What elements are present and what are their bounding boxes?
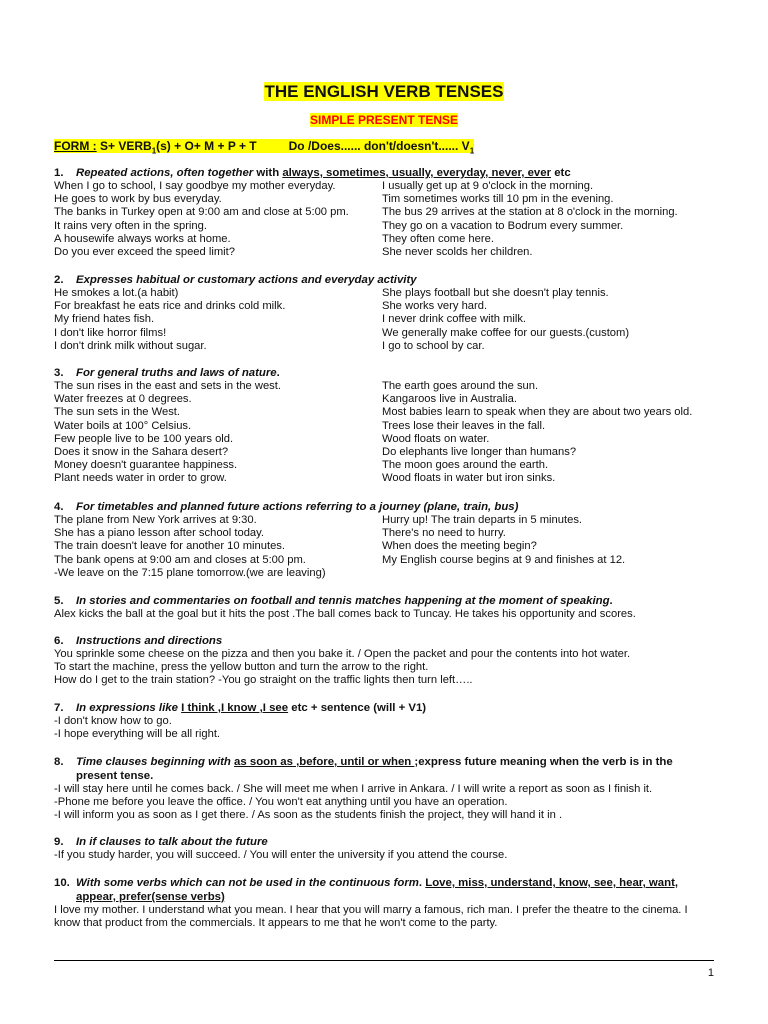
example-left: I don't like horror films! — [54, 326, 167, 339]
section-heading: 2. Expresses habitual or customary actions and everyday activity — [54, 274, 417, 286]
example-left: A housewife always works at home. — [54, 232, 231, 245]
section-6 — [54, 634, 714, 688]
section-heading: 4. For timetables and planned future actions referring to a journey (plane, train, bus) — [54, 501, 519, 513]
example-left: I don't drink milk without sugar. — [54, 339, 207, 352]
example-line: -I don't know how to go. — [54, 715, 172, 727]
example-left: Plant needs water in order to grow. — [54, 472, 227, 485]
example-left: The bank opens at 9:00 am and closes at 5:00 pm. — [54, 553, 306, 566]
section-10 — [54, 876, 714, 930]
example-left: It rains very often in the spring. — [54, 219, 207, 232]
footer-rule — [54, 960, 714, 961]
example-left: Water freezes at 0 degrees. — [54, 393, 192, 406]
example-right: She works very hard. — [382, 300, 488, 313]
example-right: We generally make coffee for our guests.(custom) — [382, 326, 630, 339]
section-7 — [54, 701, 714, 741]
example-left: The plane from New York arrives at 9:30. — [54, 514, 257, 526]
section-8 — [54, 755, 714, 823]
page-number: 1 — [707, 967, 714, 979]
example-line: -I hope everything will be all right. — [54, 728, 221, 741]
example-right: I usually get up at 9 o'clock in the morning. — [382, 180, 594, 192]
example-right: They often come here. — [382, 232, 494, 245]
example-line: -We leave on the 7:15 plane tomorrow.(we are leaving) — [54, 566, 326, 579]
section-1 — [54, 166, 714, 259]
example-left: When I go to school, I say goodbye my mother everyday. — [54, 180, 336, 192]
example-paragraph: I love my mother. I understand what you mean. I hear that you will marry a famous, rich man. I prefer the theatre to the cinema. I know that product from the commercials. It appears to me that he won't come to the party. — [54, 904, 688, 930]
example-line: -I will inform you as soon as I get there. / As soon as the students finish the project, they will hand it in . — [54, 809, 563, 822]
section-heading: 1. Repeated actions, often together with always, sometimes, usually, everyday, never, ever etc — [54, 167, 571, 179]
example-left: Do you ever exceed the speed limit? — [54, 246, 235, 259]
example-right: The bus 29 arrives at the station at 8 o'clock in the morning. — [382, 206, 678, 219]
page-subtitle: SIMPLE PRESENT TENSE — [309, 113, 459, 127]
example-right: I never drink coffee with milk. — [382, 313, 527, 326]
example-left: My friend hates fish. — [54, 313, 155, 326]
example-left: She has a piano lesson after school today. — [54, 527, 265, 540]
example-right: There's no need to hurry. — [382, 527, 506, 540]
example-left: The train doesn't leave for another 10 minutes. — [54, 540, 285, 553]
example-left: The sun sets in the West. — [54, 406, 181, 419]
example-left: He smokes a lot.(a habit) — [54, 287, 179, 299]
example-right: The moon goes around the earth. — [382, 459, 549, 472]
example-left: The sun rises in the east and sets in the west. — [54, 380, 281, 392]
example-line: To start the machine, press the yellow button and turn the arrow to the right. — [54, 661, 429, 674]
example-line: -Phone me before you leave the office. / You won't eat anything until you have an operation. — [54, 796, 508, 809]
example-left: Water boils at 100° Celsius. — [54, 419, 192, 432]
page-title: THE ENGLISH VERB TENSES — [264, 82, 504, 101]
example-left: The banks in Turkey open at 9:00 am and close at 5:00 pm. — [54, 206, 349, 219]
section-3 — [54, 366, 714, 486]
example-right: Wood floats in water but iron sinks. — [382, 472, 556, 485]
example-line: You sprinkle some cheese on the pizza and then you bake it. / Open the packet and pour the contents into hot water. — [54, 648, 631, 660]
example-right: They go on a vacation to Bodrum every summer. — [382, 219, 624, 232]
section-4 — [54, 500, 714, 580]
section-heading: 7. In expressions like I think ,I know ,I see etc + sentence (will + V1) — [54, 702, 427, 714]
section-5 — [54, 594, 714, 621]
example-left: Does it snow in the Sahara desert? — [54, 446, 229, 459]
example-right: The earth goes around the sun. — [382, 380, 539, 392]
document-page — [54, 0, 714, 1024]
example-left: For breakfast he eats rice and drinks cold milk. — [54, 300, 286, 313]
example-right: My English course begins at 9 and finishes at 12. — [382, 553, 626, 566]
example-right: Tim sometimes works till 10 pm in the evening. — [382, 193, 614, 206]
example-left: He goes to work by bus everyday. — [54, 193, 222, 206]
section-2 — [54, 273, 714, 353]
example-right: Most babies learn to speak when they are about two years old. — [382, 406, 693, 419]
section-9 — [54, 835, 714, 862]
example-left: Money doesn't guarantee happiness. — [54, 459, 238, 472]
example-right: Kangaroos live in Australia. — [382, 393, 517, 406]
example-right: Trees lose their leaves in the fall. — [382, 419, 546, 432]
section-heading: 10. With some verbs which can not be used in the continuous form. Love, miss, understand, know, see, hear, want, appear, prefer(sense verbs) — [54, 877, 679, 903]
form-formula: FORM : $S+ VERB_1(s) + O+ M + P + T$ Do /Does...... don't/doesn't...... $V_1$ — [54, 139, 475, 156]
example-line: Alex kicks the ball at the goal but it hits the post .The ball comes back to Tuncay. He takes his opportunity and scores. — [54, 608, 636, 620]
section-heading: 5. In stories and commentaries on football and tennis matches happening at the moment of speaking. — [54, 595, 613, 607]
example-right: Do elephants live longer than humans? — [382, 446, 577, 459]
section-heading: 8. Time clauses beginning with as soon as ,before, until or when ;express future meaning when the verb is in the present tense. — [54, 756, 673, 782]
section-heading: 3. For general truths and laws of nature. — [54, 367, 280, 379]
section-heading: 9. In if clauses to talk about the future — [54, 836, 268, 848]
section-heading: 6. Instructions and directions — [54, 635, 223, 647]
example-right: Hurry up! The train departs in 5 minutes. — [382, 514, 583, 526]
example-line: -I will stay here until he comes back. / She will meet me when I arrive in Ankara. / I will write a report as soon as I finish it. — [54, 783, 653, 795]
example-line: How do I get to the train station? -You go straight on the traffic lights then turn left….. — [54, 674, 473, 687]
example-right: She plays football but she doesn't play tennis. — [382, 287, 609, 299]
example-right: I go to school by car. — [382, 339, 485, 352]
example-right: When does the meeting begin? — [382, 540, 537, 553]
example-line: -If you study harder, you will succeed. / You will enter the university if you attend the course. — [54, 849, 508, 861]
example-right: She never scolds her children. — [382, 246, 533, 259]
example-right: Wood floats on water. — [382, 432, 490, 445]
example-left: Few people live to be 100 years old. — [54, 432, 234, 445]
